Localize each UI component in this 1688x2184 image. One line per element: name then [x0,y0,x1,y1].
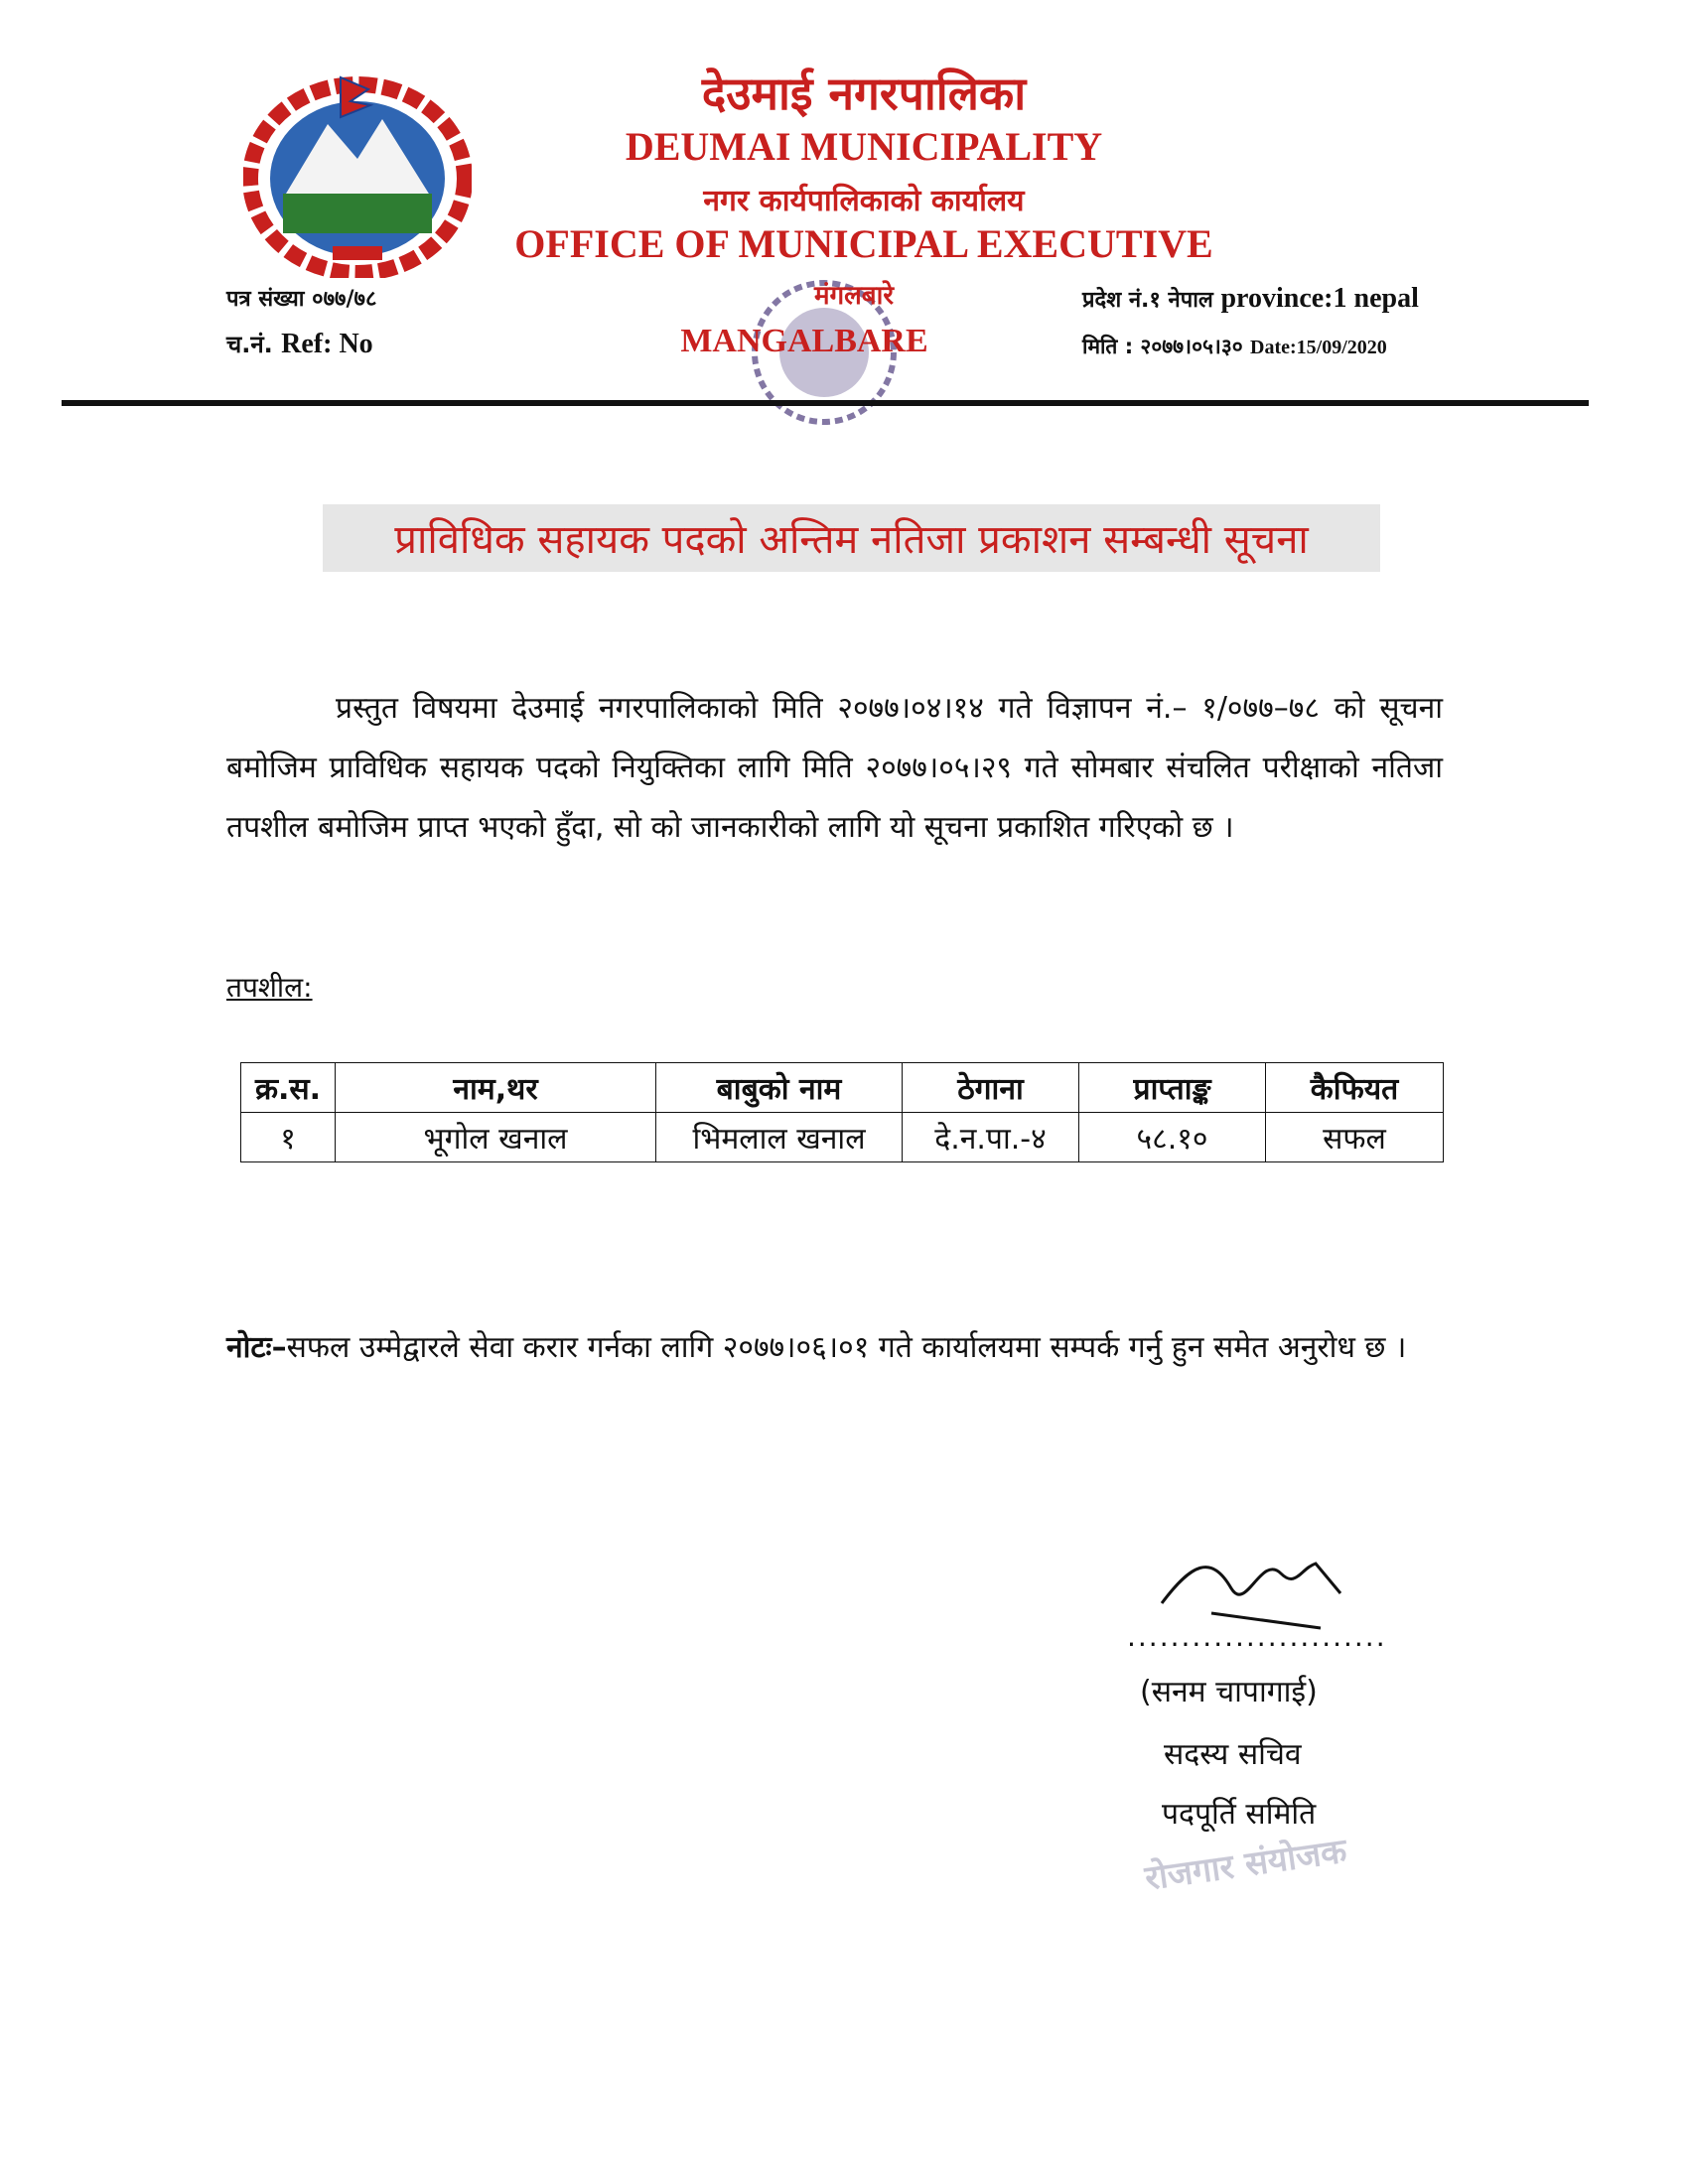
note-label: नोटः– [226,1330,287,1365]
date-info [1082,333,1387,360]
office-name-en: OFFICE OF MUNICIPAL EXECUTIVE [514,221,1213,266]
date-en: Date:15/09/2020 [1250,337,1387,358]
col-serial: क्र.स. [241,1063,336,1113]
signatory-title: सदस्य सचिव [1164,1737,1302,1772]
reference-number [226,328,373,360]
province-np: प्रदेश नं.१ नेपाल [1082,288,1213,313]
header-divider [62,400,1589,406]
ref-label: Ref: No [281,329,373,359]
office-name-np: नगर कार्यपालिकाको कार्यालय [703,184,1025,218]
province-en: province:1 nepal [1220,283,1419,314]
faded-stamp: रोजगार संयोजक [1142,1831,1349,1899]
cell-name: भूगोल खनाल [336,1113,656,1162]
table-header-row [241,1063,1444,1113]
place-name-en: MANGALBARE [680,323,928,359]
details-label: तपशील: [226,971,313,1004]
cell-father-name: भिमलाल खनाल [656,1113,903,1162]
notice-title: प्राविधिक सहायक पदको अन्तिम नतिजा प्रकाशन सम्बन्धी सूचना [394,517,1309,563]
col-address: ठेगाना [903,1063,1079,1113]
cell-remarks: सफल [1266,1113,1444,1162]
municipality-name-np: देउमाई नगरपालिका [701,67,1027,120]
result-table [240,1062,1444,1162]
signature-line: ........................ [1127,1620,1387,1653]
col-father-name: बाबुको नाम [656,1063,903,1113]
municipality-name-en: DEUMAI MUNICIPALITY [625,124,1103,169]
nepal-emblem-icon [243,69,472,278]
table-row [241,1113,1444,1162]
cell-address: दे.न.पा.-४ [903,1113,1079,1162]
col-marks: प्राप्ताङ्क [1079,1063,1266,1113]
signatory-committee: पदपूर्ति समिति [1162,1797,1317,1832]
note-paragraph [226,1318,1443,1378]
signatory-name: (सनम चापागाई) [1140,1675,1318,1709]
place-name-np: मंगलबारे [813,281,895,311]
province-info [1082,283,1419,315]
notice-body: प्रस्तुत विषयमा देउमाई नगरपालिकाको मिति २०७७।०४।१४ गते विज्ञापन नं.– १/०७७–७८ को सूचना बमोजिम प्राविधिक सहायक पदको नियुक्तिका लागि मिति २०७७।०५।२९ गते सोमबार संचलित परीक्षाको नतिजा तपशील बमोजिम प्राप्त भएको हुँदा, सो को जानकारीको लागि यो सूचना प्रकाशित गरिएको छ । [226,691,1443,845]
letter-number: पत्र संख्या ०७७/७८ [226,287,377,312]
col-name: नाम,थर [336,1063,656,1113]
chalani-label: च.नं. [226,331,273,358]
date-np: मिति : २०७७।०५।३० [1082,335,1243,358]
cell-serial: १ [241,1113,336,1162]
col-remarks: कैफियत [1266,1063,1444,1113]
note-text: सफल उम्मेद्वारले सेवा करार गर्नका लागि २०७७।०६।०१ गते कार्यालयमा सम्पर्क गर्नु हुन समेत अनुरोध छ । [286,1330,1407,1365]
cell-marks: ५८.१० [1079,1113,1266,1162]
